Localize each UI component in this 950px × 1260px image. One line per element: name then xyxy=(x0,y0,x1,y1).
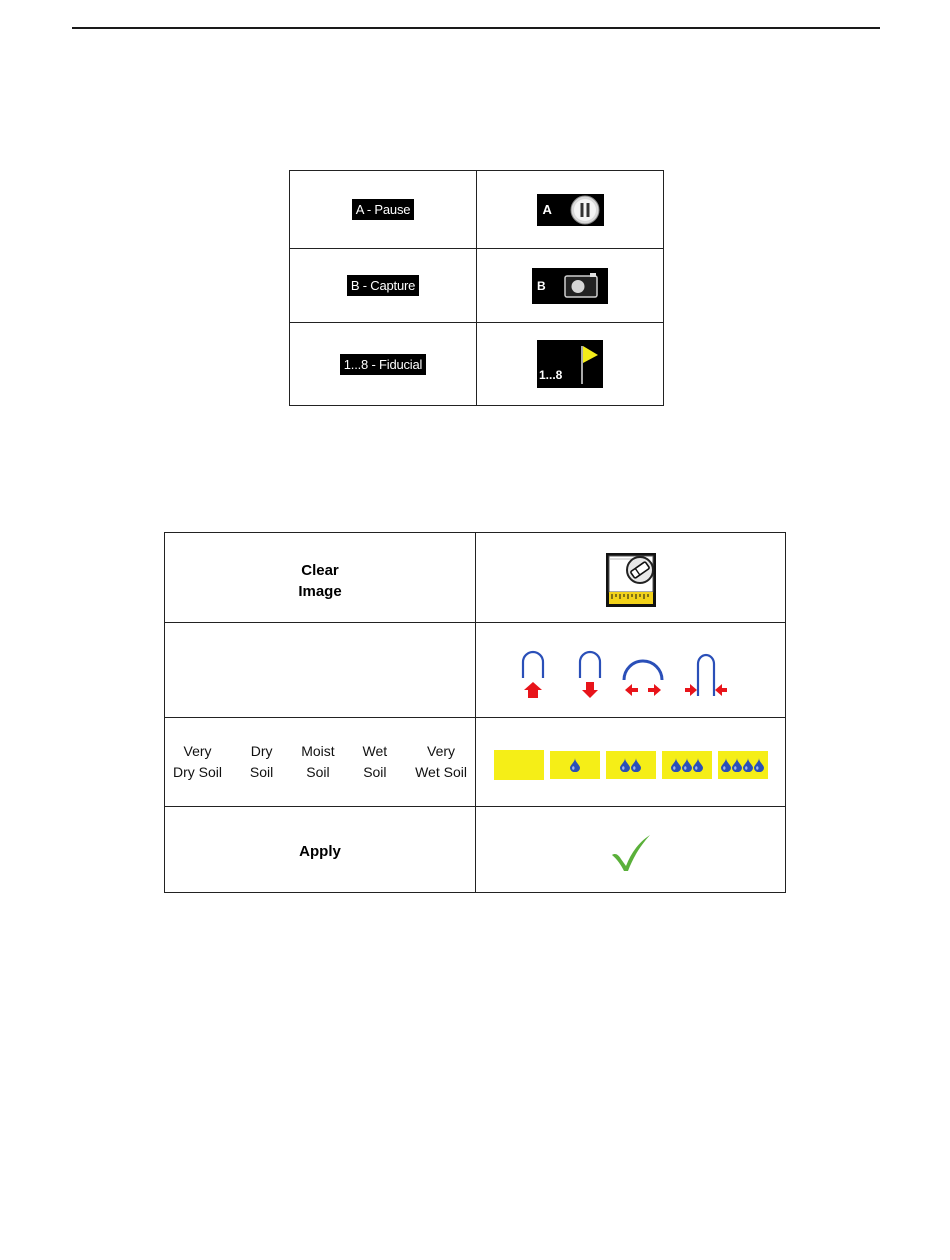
checkmark-icon[interactable] xyxy=(609,833,653,873)
water-drop-icon xyxy=(620,758,630,772)
clear-image-label-line2: Image xyxy=(298,582,342,600)
pause-key-label: A - Pause xyxy=(352,199,415,220)
clear-image-eraser-icon[interactable] xyxy=(606,553,656,607)
table-row xyxy=(290,249,664,323)
water-drop-icon xyxy=(743,758,753,772)
arch-lower-icon[interactable] xyxy=(580,652,600,698)
capture-key-letter: B xyxy=(537,278,546,293)
button-mapping-table xyxy=(289,170,664,406)
arch-adjust-icons xyxy=(511,646,751,702)
table-row xyxy=(165,718,786,807)
water-drop-icon xyxy=(570,758,580,772)
soil-moisture-buttons xyxy=(476,750,785,780)
flag-icon xyxy=(571,342,601,386)
table-row xyxy=(165,807,786,893)
water-drop-icon xyxy=(682,758,692,772)
moist-soil-button[interactable] xyxy=(606,751,656,779)
fiducial-key-number: 1...8 xyxy=(539,368,563,382)
soil-label-moist: Moist Soil xyxy=(301,743,335,780)
clear-image-label-line1: Clear xyxy=(301,561,339,579)
soil-label-dry: Dry Soil xyxy=(249,743,274,780)
table-row xyxy=(290,323,664,406)
water-drop-icon xyxy=(732,758,742,772)
arch-narrow-icon[interactable] xyxy=(685,655,727,696)
water-drop-icon xyxy=(671,758,681,772)
arch-widen-icon[interactable] xyxy=(624,661,662,696)
water-drop-icon xyxy=(754,758,764,772)
apply-label: Apply xyxy=(299,843,341,860)
header-rule xyxy=(72,27,880,29)
pause-key-letter: A xyxy=(542,201,552,217)
capture-button[interactable] xyxy=(532,268,608,304)
water-drop-icon xyxy=(693,758,703,772)
pause-button[interactable] xyxy=(537,194,604,226)
soil-label-very-wet: Very Wet Soil xyxy=(415,743,467,780)
fiducial-key-label: 1...8 - Fiducial xyxy=(340,354,426,375)
pause-icon xyxy=(569,194,601,226)
table-row xyxy=(165,623,786,718)
fiducial-button[interactable] xyxy=(537,340,603,388)
water-drop-icon xyxy=(631,758,641,772)
controls-table xyxy=(164,532,786,893)
very-dry-soil-button[interactable] xyxy=(494,750,544,780)
soil-moisture-labels xyxy=(165,741,475,783)
soil-label-very-dry: Very Dry Soil xyxy=(173,743,223,780)
wet-soil-button[interactable] xyxy=(662,751,712,779)
camera-icon xyxy=(562,271,602,301)
soil-label-wet: Wet Soil xyxy=(362,743,388,780)
arch-raise-icon[interactable] xyxy=(523,652,543,698)
very-wet-soil-button[interactable] xyxy=(718,751,768,779)
dry-soil-button[interactable] xyxy=(550,751,600,779)
water-drop-icon xyxy=(721,758,731,772)
table-row xyxy=(290,171,664,249)
capture-key-label: B - Capture xyxy=(347,275,419,296)
table-row xyxy=(165,533,786,623)
